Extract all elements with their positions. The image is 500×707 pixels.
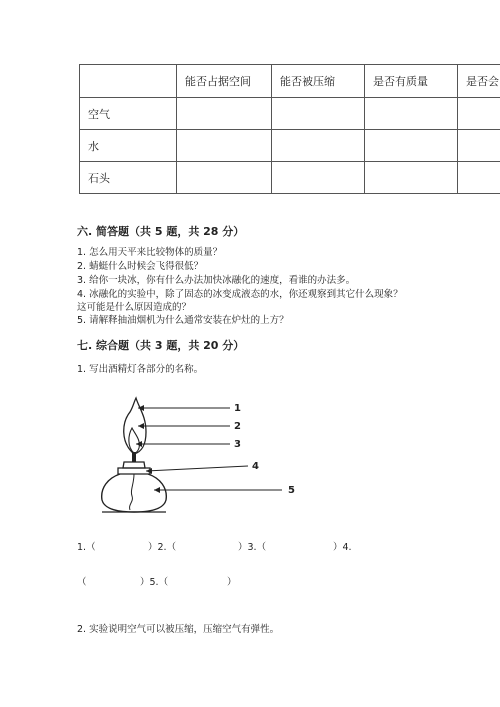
table-row: [80, 162, 500, 194]
question-line: 4. 冰融化的实验中，除了固态的冰变成液态的水，你还观察到其它什么现象？: [77, 289, 403, 300]
answer-cell[interactable]: [177, 162, 272, 194]
properties-table-wrapper: [79, 64, 500, 194]
alcohol-lamp-diagram: [90, 392, 310, 522]
lamp-cap-icon: [123, 462, 145, 468]
answer-cell[interactable]: [365, 162, 458, 194]
table-header-cell: 能否占据空间: [177, 65, 272, 98]
answer-blank-1-open: 1.（: [77, 542, 96, 553]
properties-table: [79, 64, 500, 194]
lamp-collar-icon: [118, 468, 150, 474]
question-line: 1. 写出酒精灯各部分的名称。: [77, 364, 204, 375]
answer-cell[interactable]: [458, 98, 500, 130]
answer-blank-4-paren: （: [77, 577, 87, 588]
answer-blank-2-open: ）2.（: [148, 542, 177, 553]
row-label-stone: 石头: [80, 162, 177, 194]
section-7-title: 七. 综合题（共 3 题，共 20 分）: [77, 339, 245, 352]
table-header-cell: 是否有质量: [365, 65, 458, 98]
table-header-cell: 能否被压缩: [272, 65, 365, 98]
answer-blank-4-open: ）4.: [333, 542, 352, 553]
answer-blank-5-close: ）: [227, 577, 237, 588]
diagram-label: 1: [234, 403, 241, 414]
diagram-label: 2: [234, 421, 241, 432]
question-line: 3. 给你一块冰，你有什么办法加快冰融化的速度，看谁的办法多。: [77, 275, 356, 286]
answer-cell[interactable]: [177, 130, 272, 162]
row-label-air: 空气: [80, 98, 177, 130]
question-line: 5. 请解释抽油烟机为什么通常安装在炉灶的上方？: [77, 315, 289, 326]
row-label-water: 水: [80, 130, 177, 162]
question-line: 2. 实验说明空气可以被压缩，压缩空气有弹性。: [77, 624, 280, 635]
table-header-row: [80, 65, 500, 98]
question-line: 这可能是什么原因造成的？: [77, 302, 192, 313]
answer-cell[interactable]: [272, 162, 365, 194]
answer-blank-5-open: ）5.（: [140, 577, 169, 588]
diagram-label: 5: [288, 485, 295, 496]
question-line: 1. 怎么用天平来比较物体的质量？: [77, 247, 223, 258]
diagram-label: 3: [234, 439, 241, 450]
table-header-cell: 是否会: [458, 65, 500, 98]
answer-cell[interactable]: [177, 98, 272, 130]
question-line: 2. 蜻蜓什么时候会飞得很低？: [77, 261, 204, 272]
table-row: [80, 98, 500, 130]
table-row: [80, 130, 500, 162]
answer-cell[interactable]: [458, 162, 500, 194]
section-6-title: 六. 简答题（共 5 题，共 28 分）: [77, 225, 245, 238]
diagram-label: 4: [252, 461, 259, 472]
flame-inner-icon: [129, 428, 140, 453]
answer-cell[interactable]: [365, 130, 458, 162]
answer-blank-3-open: ）3.（: [238, 542, 267, 553]
answer-cell[interactable]: [458, 130, 500, 162]
answer-cell[interactable]: [365, 98, 458, 130]
table-header-cell: [80, 65, 177, 98]
wick-icon: [132, 452, 136, 462]
answer-cell[interactable]: [272, 98, 365, 130]
answer-cell[interactable]: [272, 130, 365, 162]
